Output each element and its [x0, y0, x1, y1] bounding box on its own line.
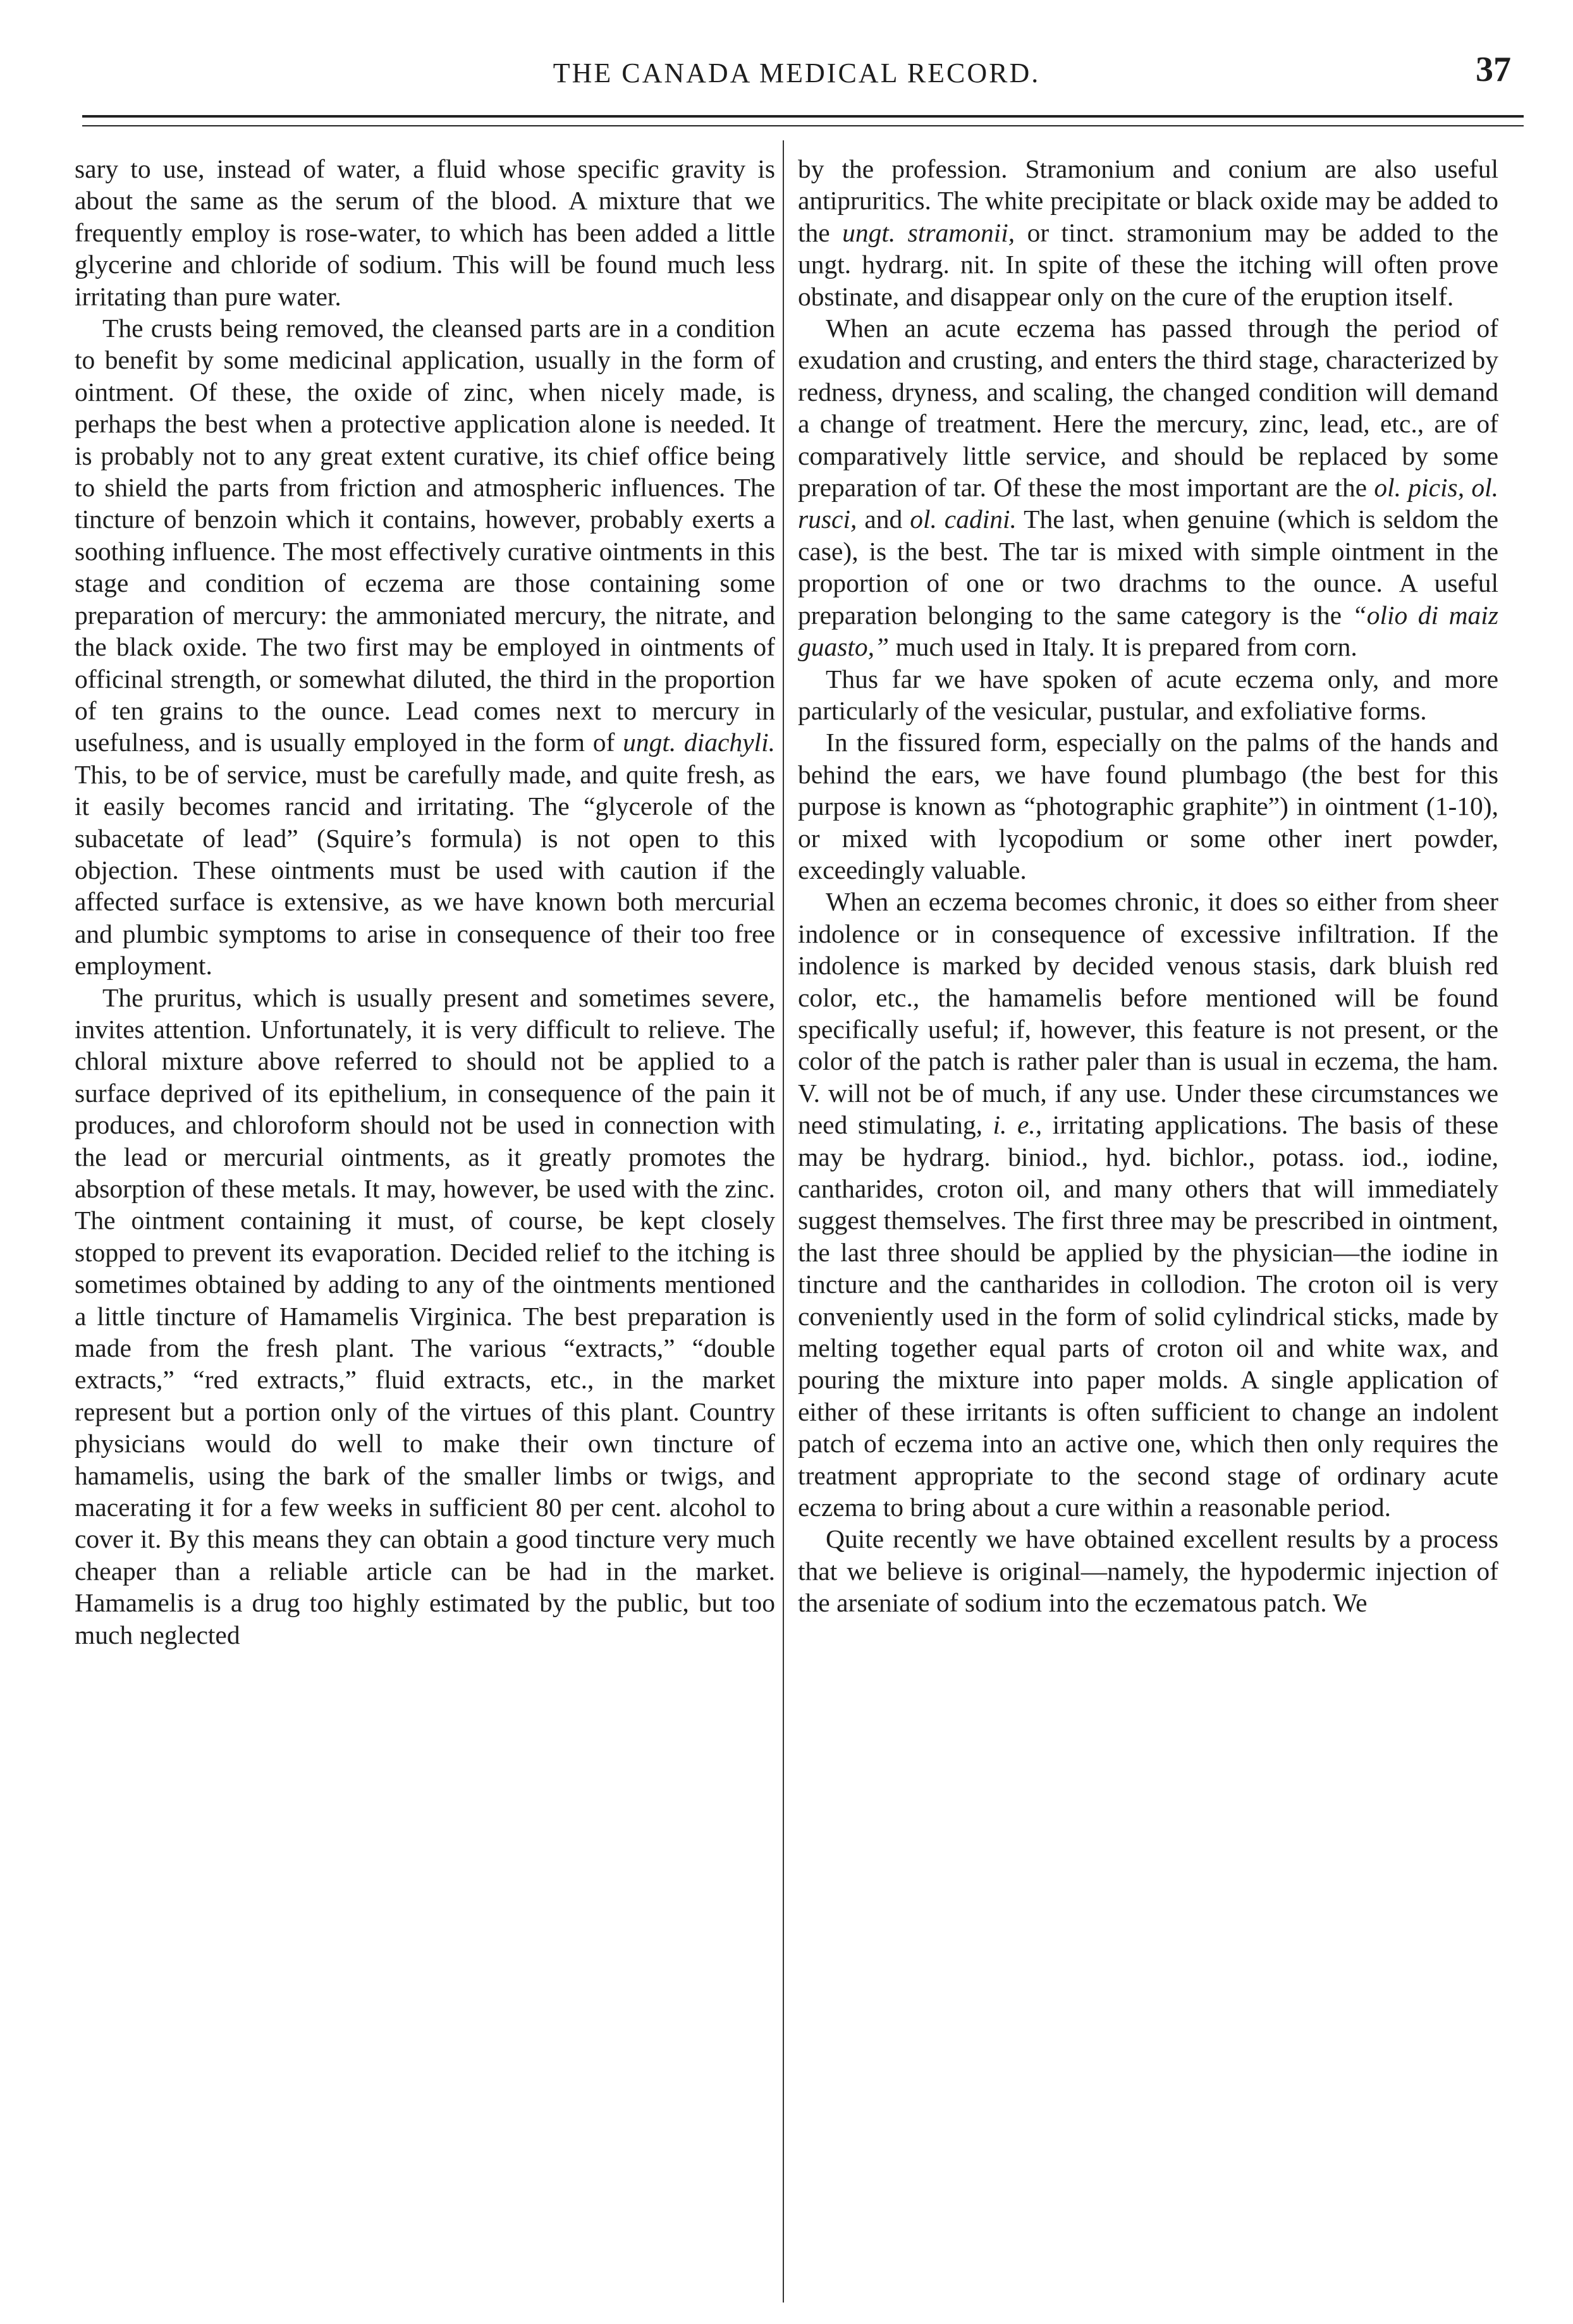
right-column	[798, 153, 1498, 1619]
paragraph-text: When an acute eczema has passed through the period of exudation and crusting, and enters the third stage, characterized by redness, dryness, and scaling, the changed condition will demand a change of treatment. Here the mercury, zinc, lead, etc., are of comparatively little service, and should be replaced by some preparation of tar. Of these the most important are the	[798, 314, 1498, 503]
paragraph	[798, 886, 1498, 1523]
paragraph-text: When an eczema becomes chronic, it does so either from sheer indolence or in consequence of excessive infiltration. If the indolence is marked by decided venous stasis, dark bluish red color, etc., the hamamelis before mentioned will be found specifically useful; if, however, this feature is not present, or the color of the patch is rather paler than is usual in eczema, the ham. V. will not be of much, if any use. Under these circumstances we need stimulating,	[798, 887, 1498, 1140]
paragraph-text: Thus far we have spoken of acute eczema only, and more particularly of the vesicular, pustular, and exfoliative forms.	[798, 664, 1498, 725]
paragraph-text: by the profession. Stramonium and conium are also useful antipruritics. The white precipitate or black oxide may be added to the	[798, 154, 1498, 247]
column-divider	[783, 140, 784, 2303]
paragraph	[75, 153, 775, 312]
paragraph-text: sary to use, instead of water, a fluid whose specific gravity is about the same as the serum of the blood. A mixture that we frequently employ is rose-water, to which has been added a little glycerine and chloride of sodium. This will be found much less irritating than pure water.	[75, 154, 775, 311]
paragraph	[75, 982, 775, 1651]
paragraph	[75, 312, 775, 982]
italic-term: ungt. diachyli.	[623, 728, 775, 757]
paragraph	[798, 663, 1498, 727]
paragraph-text: The crusts being removed, the cleansed parts are in a condition to benefit by some medicinal application, usually in the form of ointment. Of these, the oxide of zinc, when nicely made, is perhaps the best when a protective application alone is needed. It is probably not to any great extent curative, its chief office being to shield the parts from friction and atmospheric influences. The tincture of benzoin which it contains, however, probably exerts a soothing influence. The most effectively curative ointments in this stage and condition of eczema are those containing some preparation of mercury: the ammoniated mercury, the nitrate, and the black oxide. The two first may be employed in ointments of officinal strength, or somewhat diluted, the third in the proportion of ten grains to the ounce. Lead comes next to mercury in usefulness, and is usually employed in the form of	[75, 314, 775, 757]
paragraph-text: In the fissured form, especially on the palms of the hands and behind the ears, we have found plumbago (the best for this purpose is known as “photographic graphite”) in ointment (1-10), or mixed with lycopodium or some other inert powder, exceedingly valuable.	[798, 728, 1498, 884]
italic-term: ungt. stramonii,	[842, 217, 1015, 247]
paragraph-text: and	[864, 505, 903, 534]
paragraph-text: irritating applications. The basis of these may be hydrarg. biniod., hyd. bichlor., potass. iod., iodine, cantharides, croton oil, and many others that will immediately suggest themselves. The first three may be prescribed in ointment, the last three should be applied by the physician—the iodine in tincture and the cantharides in collodion. The croton oil is very conveniently used in the form of solid cylindrical sticks, made by melting together equal parts of croton oil and white wax, and pouring the mixture into paper molds. A single application of either of these irritants is often sufficient to change an indolent patch of eczema into an active one, which then only requires the treatment appropriate to the second stage of ordinary acute eczema to bring about a cure within a reasonable period.	[798, 1110, 1499, 1522]
paragraph	[798, 312, 1498, 663]
page-number: 37	[1476, 50, 1511, 89]
italic-term: ol. picis, ol. rusci,	[798, 473, 1498, 534]
header-rule-thin	[82, 125, 1524, 126]
paragraph	[798, 1523, 1498, 1618]
paragraph-text: Quite recently we have obtained excellent results by a process that we believe is original—namely, the hypodermic injection of the arseniate of sodium into the eczematous patch. We	[798, 1524, 1498, 1618]
italic-term: “olio di maiz guasto,”	[798, 600, 1498, 662]
paragraph	[798, 726, 1498, 886]
italic-term: ol. cadini.	[910, 505, 1017, 534]
paragraph-text: This, to be of service, must be carefully made, and quite fresh, as it easily becomes rancid and irritating. The “glycerole of the subacetate of lead” (Squire’s formula) is not open to this objection. These ointments must be used with caution if the affected surface is extensive, as we have known both mercurial and plumbic symptoms to arise in consequence of their too free employment.	[75, 759, 775, 981]
paragraph-text: or tinct. stramonium may be added to the ungt. hydrarg. nit. In spite of these the itching will often prove obstinate, and disappear only on the cure of the eruption itself.	[798, 217, 1499, 311]
page-header	[82, 46, 1511, 102]
paragraph-text: much used in Italy. It is prepared from corn.	[895, 632, 1357, 662]
paragraph-text: The last, when genuine (which is seldom the case), is the best. The tar is mixed with simple ointment in the proportion of one or two drachms to the ounce. A useful preparation belonging to the same category is the	[798, 505, 1498, 630]
left-column	[75, 153, 775, 1651]
running-title: THE CANADA MEDICAL RECORD.	[553, 58, 1041, 89]
paragraph	[798, 153, 1498, 312]
italic-term: i. e.,	[993, 1110, 1043, 1140]
header-rule-thick	[82, 115, 1524, 118]
paragraph-text: The pruritus, which is usually present and sometimes severe, invites attention. Unfortunately, it is very difficult to relieve. The chloral mixture above referred to should not be applied to a surface deprived of its epithelium, in consequence of the pain it produces, and chloroform should not be used in connection with the lead or mercurial ointments, as it greatly promotes the absorption of these metals. It may, however, be used with the zinc. The ointment containing it must, of course, be kept closely stopped to prevent its evaporation. Decided relief to the itching is sometimes obtained by adding to any of the ointments mentioned a little tincture of Hamamelis Virginica. The best preparation is made from the fresh plant. The various “extracts,” “double extracts,” “red extracts,” fluid extracts, etc., in the market represent but a portion only of the virtues of this plant. Country physicians would do well to make their own tincture of hamamelis, using the bark of the smaller limbs or twigs, and macerating it for a few weeks in sufficient 80 per cent. alcohol to cover it. By this means they can obtain a good tincture very much cheaper than a reliable article can be had in the market. Hamamelis is a drug too highly estimated by the public, but too much neglected	[75, 982, 775, 1649]
